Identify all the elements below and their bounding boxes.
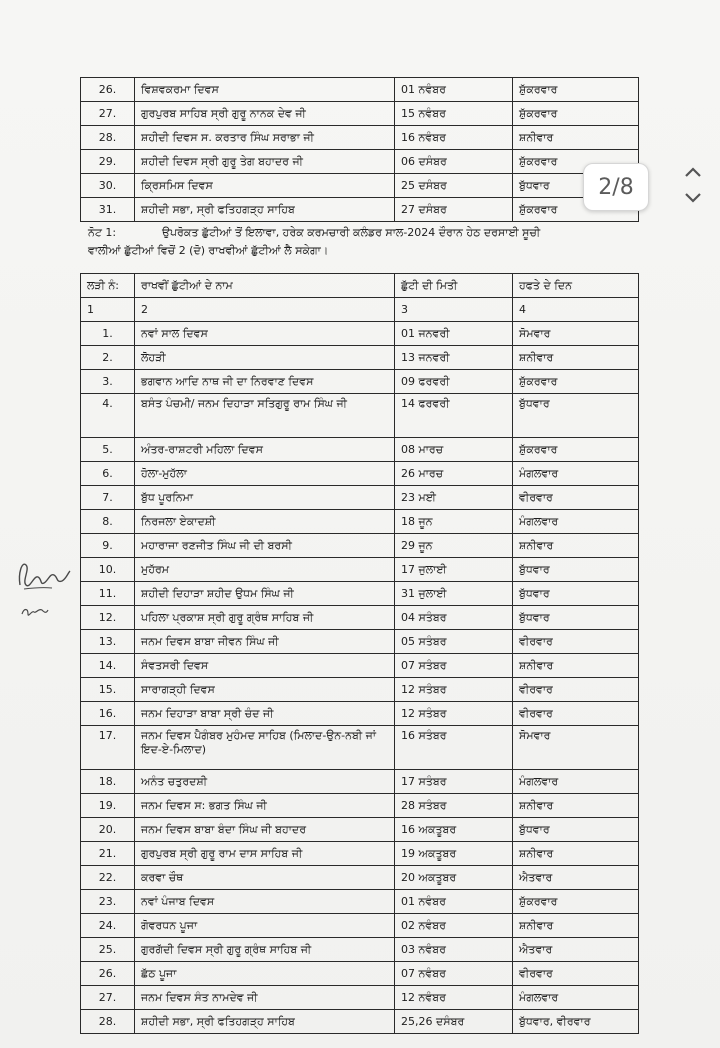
restricted-holiday-table xyxy=(80,273,639,1034)
holiday-date: 23 ਮਈ xyxy=(395,486,513,510)
weekday: ਬੁੱਧਵਾਰ xyxy=(513,174,639,198)
table-row xyxy=(81,486,639,510)
column-number-row xyxy=(81,298,639,322)
serial-number: 26. xyxy=(81,962,135,986)
table-row xyxy=(81,102,639,126)
table-row xyxy=(81,726,639,770)
table-row xyxy=(81,438,639,462)
handwritten-signature xyxy=(12,555,74,595)
holiday-name: ਜਨਮ ਦਿਵਸ ਸੰਤ ਨਾਮਦੇਵ ਜੀ xyxy=(135,986,395,1010)
serial-number: 22. xyxy=(81,866,135,890)
holiday-date: 25,26 ਦਸੰਬਰ xyxy=(395,1010,513,1034)
holiday-date: 01 ਨਵੰਬਰ xyxy=(395,78,513,102)
weekday: ਵੀਰਵਾਰ xyxy=(513,678,639,702)
holiday-name: ਕ੍ਰਿਸਮਿਸ ਦਿਵਸ xyxy=(135,174,395,198)
weekday: ਸ਼ੁੱਕਰਵਾਰ xyxy=(513,102,639,126)
serial-number: 7. xyxy=(81,486,135,510)
weekday: ਵੀਰਵਾਰ xyxy=(513,486,639,510)
serial-number: 25. xyxy=(81,938,135,962)
weekday: ਸੋਮਵਾਰ xyxy=(513,322,639,346)
holiday-name: ਜਨਮ ਦਿਵਸ ਬਾਬਾ ਬੰਦਾ ਸਿੰਘ ਜੀ ਬਹਾਦਰ xyxy=(135,818,395,842)
weekday: ਬੁੱਧਵਾਰ xyxy=(513,582,639,606)
holiday-name: ਸਾਰਾਗੜ੍ਹੀ ਦਿਵਸ xyxy=(135,678,395,702)
serial-number: 23. xyxy=(81,890,135,914)
table-row xyxy=(81,818,639,842)
weekday: ਸ਼ੁੱਕਰਵਾਰ xyxy=(513,78,639,102)
weekday: ਸ਼ੁੱਕਰਵਾਰ xyxy=(513,370,639,394)
table-row xyxy=(81,678,639,702)
table-row xyxy=(81,962,639,986)
serial-number: 14. xyxy=(81,654,135,678)
weekday: ਸ਼ਨੀਵਾਰ xyxy=(513,654,639,678)
holiday-name: ਸ਼ਹੀਦੀ ਦਿਵਸ ਸ. ਕਰਤਾਰ ਸਿੰਘ ਸਰਾਭਾ ਜੀ xyxy=(135,126,395,150)
serial-number: 4. xyxy=(81,394,135,438)
holiday-date: 17 ਜੁਲਾਈ xyxy=(395,558,513,582)
holiday-date: 15 ਨਵੰਬਰ xyxy=(395,102,513,126)
weekday: ਮੰਗਲਵਾਰ xyxy=(513,510,639,534)
holiday-date: 20 ਅਕਤੂਬਰ xyxy=(395,866,513,890)
page-indicator: 2/8 xyxy=(583,163,649,211)
holiday-name: ਬਸੰਤ ਪੰਚਮੀ/ ਜਨਮ ਦਿਹਾੜਾ ਸਤਿਗੁਰੂ ਰਾਮ ਸਿੰਘ ਜੀ xyxy=(135,394,395,438)
table-row xyxy=(81,558,639,582)
chevron-up-icon[interactable] xyxy=(683,166,703,178)
holiday-date: 01 ਨਵੰਬਰ xyxy=(395,890,513,914)
holiday-date: 12 ਨਵੰਬਰ xyxy=(395,986,513,1010)
holiday-date: 01 ਜਨਵਰੀ xyxy=(395,322,513,346)
holiday-date: 31 ਜੁਲਾਈ xyxy=(395,582,513,606)
holiday-name: ਲੋਹੜੀ xyxy=(135,346,395,370)
table-row xyxy=(81,1010,639,1034)
holiday-name: ਸ਼ਹੀਦੀ ਦਿਹਾੜਾ ਸ਼ਹੀਦ ਉਧਮ ਸਿੰਘ ਜੀ xyxy=(135,582,395,606)
serial-number: 13. xyxy=(81,630,135,654)
holiday-date: 12 ਸਤੰਬਰ xyxy=(395,702,513,726)
serial-number: 8. xyxy=(81,510,135,534)
col-number: 1 xyxy=(81,298,135,322)
serial-number: 6. xyxy=(81,462,135,486)
table-row xyxy=(81,986,639,1010)
holiday-name: ਜਨਮ ਦਿਹਾੜਾ ਬਾਬਾ ਸ੍ਰੀ ਚੰਦ ਜੀ xyxy=(135,702,395,726)
note-1 xyxy=(88,224,648,260)
serial-number: 27. xyxy=(81,102,135,126)
table-row xyxy=(81,370,639,394)
col-number: 3 xyxy=(395,298,513,322)
table-row xyxy=(81,702,639,726)
holiday-date: 03 ਨਵੰਬਰ xyxy=(395,938,513,962)
table-row xyxy=(81,890,639,914)
table-row xyxy=(81,174,639,198)
page-navigation xyxy=(673,160,713,210)
note-line-2: ਵਾਲੀਆਂ ਛੁੱਟੀਆਂ ਵਿਚੋਂ 2 (ਦੋ) ਰਾਖਵੀਆਂ ਛੁੱਟੀਆਂ ਲੈ ਸਕੇਗਾ। xyxy=(88,244,329,257)
holiday-name: ਸ਼ਹੀਦੀ ਸਭਾ, ਸ੍ਰੀ ਫਤਿਹਗੜ੍ਹ ਸਾਹਿਬ xyxy=(135,1010,395,1034)
serial-number: 31. xyxy=(81,198,135,222)
handwritten-initials xyxy=(20,602,50,622)
serial-number: 17. xyxy=(81,726,135,770)
weekday: ਸ਼ਨੀਵਾਰ xyxy=(513,346,639,370)
serial-number: 27. xyxy=(81,986,135,1010)
holiday-date: 17 ਸਤੰਬਰ xyxy=(395,770,513,794)
serial-number: 11. xyxy=(81,582,135,606)
note-label: ਨੋਟ 1: xyxy=(88,226,117,239)
weekday: ਸੋਮਵਾਰ xyxy=(513,726,639,770)
holiday-name: ਗੁਰਗੱਦੀ ਦਿਵਸ ਸ੍ਰੀ ਗੁਰੂ ਗ੍ਰੰਥ ਸਾਹਿਬ ਜੀ xyxy=(135,938,395,962)
weekday: ਸ਼ਨੀਵਾਰ xyxy=(513,794,639,818)
serial-number: 1. xyxy=(81,322,135,346)
serial-number: 12. xyxy=(81,606,135,630)
serial-number: 15. xyxy=(81,678,135,702)
holiday-table-continued xyxy=(80,77,639,222)
weekday: ਮੰਗਲਵਾਰ xyxy=(513,462,639,486)
weekday: ਬੁੱਧਵਾਰ xyxy=(513,606,639,630)
serial-number: 29. xyxy=(81,150,135,174)
serial-number: 20. xyxy=(81,818,135,842)
weekday: ਵੀਰਵਾਰ xyxy=(513,962,639,986)
holiday-name: ਨਵਾਂ ਪੰਜਾਬ ਦਿਵਸ xyxy=(135,890,395,914)
holiday-date: 13 ਜਨਵਰੀ xyxy=(395,346,513,370)
holiday-date: 28 ਸਤੰਬਰ xyxy=(395,794,513,818)
holiday-name: ਭਗਵਾਨ ਆਦਿ ਨਾਥ ਜੀ ਦਾ ਨਿਰਵਾਣ ਦਿਵਸ xyxy=(135,370,395,394)
holiday-name: ਪਹਿਲਾ ਪ੍ਰਕਾਸ਼ ਸ੍ਰੀ ਗੁਰੂ ਗ੍ਰੰਥ ਸਾਹਿਬ ਜੀ xyxy=(135,606,395,630)
holiday-date: 12 ਸਤੰਬਰ xyxy=(395,678,513,702)
weekday: ਐਤਵਾਰ xyxy=(513,866,639,890)
weekday: ਸ਼ਨੀਵਾਰ xyxy=(513,914,639,938)
holiday-name: ਬੁੱਧ ਪੂਰਨਿਮਾ xyxy=(135,486,395,510)
table-row xyxy=(81,842,639,866)
header-day: ਹਫਤੇ ਦੇ ਦਿਨ xyxy=(513,274,639,298)
holiday-date: 27 ਦਸੰਬਰ xyxy=(395,198,513,222)
weekday: ਸ਼ੁੱਕਰਵਾਰ xyxy=(513,150,639,174)
holiday-date: 14 ਫਰਵਰੀ xyxy=(395,394,513,438)
table-row xyxy=(81,654,639,678)
table-row xyxy=(81,866,639,890)
holiday-date: 07 ਸਤੰਬਰ xyxy=(395,654,513,678)
serial-number: 30. xyxy=(81,174,135,198)
holiday-name: ਨਵਾਂ ਸਾਲ ਦਿਵਸ xyxy=(135,322,395,346)
weekday: ਬੁੱਧਵਾਰ xyxy=(513,394,639,438)
header-sno: ਲੜੀ ਨੰ: xyxy=(81,274,135,298)
weekday: ਬੁੱਧਵਾਰ xyxy=(513,818,639,842)
table-row xyxy=(81,606,639,630)
holiday-date: 29 ਜੂਨ xyxy=(395,534,513,558)
chevron-down-icon[interactable] xyxy=(683,192,703,204)
holiday-date: 02 ਨਵੰਬਰ xyxy=(395,914,513,938)
table-row xyxy=(81,630,639,654)
holiday-date: 05 ਸਤੰਬਰ xyxy=(395,630,513,654)
holiday-date: 19 ਅਕਤੂਬਰ xyxy=(395,842,513,866)
holiday-date: 04 ਸਤੰਬਰ xyxy=(395,606,513,630)
weekday: ਵੀਰਵਾਰ xyxy=(513,702,639,726)
note-line-1: ਉਪਰੋਕਤ ਛੁੱਟੀਆਂ ਤੋਂ ਇਲਾਵਾ, ਹਰੇਕ ਕਰਮਚਾਰੀ ਕਲੰਡਰ ਸਾਲ-2024 ਦੌਰਾਨ ਹੇਠ ਦਰਸਾਈ ਸੂਚੀ xyxy=(162,226,541,239)
table-row xyxy=(81,914,639,938)
holiday-date: 16 ਸਤੰਬਰ xyxy=(395,726,513,770)
header-date: ਛੁੱਟੀ ਦੀ ਮਿਤੀ xyxy=(395,274,513,298)
weekday: ਬੁੱਧਵਾਰ, ਵੀਰਵਾਰ xyxy=(513,1010,639,1034)
table-row xyxy=(81,534,639,558)
weekday: ਸ਼ਨੀਵਾਰ xyxy=(513,842,639,866)
col-number: 2 xyxy=(135,298,395,322)
weekday: ਮੰਗਲਵਾਰ xyxy=(513,770,639,794)
table-row xyxy=(81,346,639,370)
serial-number: 21. xyxy=(81,842,135,866)
holiday-date: 16 ਨਵੰਬਰ xyxy=(395,126,513,150)
serial-number: 24. xyxy=(81,914,135,938)
table-row xyxy=(81,394,639,438)
holiday-name: ਹੋਲਾ-ਮੁਹੱਲਾ xyxy=(135,462,395,486)
serial-number: 26. xyxy=(81,78,135,102)
weekday: ਸ਼ੁੱਕਰਵਾਰ xyxy=(513,890,639,914)
holiday-date: 16 ਅਕਤੂਬਰ xyxy=(395,818,513,842)
holiday-date: 09 ਫਰਵਰੀ xyxy=(395,370,513,394)
holiday-date: 06 ਦਸੰਬਰ xyxy=(395,150,513,174)
table-row xyxy=(81,938,639,962)
holiday-name: ਛੱਠ ਪੂਜਾ xyxy=(135,962,395,986)
serial-number: 2. xyxy=(81,346,135,370)
holiday-date: 07 ਨਵੰਬਰ xyxy=(395,962,513,986)
holiday-name: ਸੰਵਤਸਰੀ ਦਿਵਸ xyxy=(135,654,395,678)
holiday-date: 18 ਜੂਨ xyxy=(395,510,513,534)
holiday-name: ਮਹਾਰਾਜਾ ਰਣਜੀਤ ਸਿੰਘ ਜੀ ਦੀ ਬਰਸੀ xyxy=(135,534,395,558)
table-row xyxy=(81,510,639,534)
holiday-name: ਕਰਵਾ ਚੌਥ xyxy=(135,866,395,890)
col-number: 4 xyxy=(513,298,639,322)
table-row xyxy=(81,150,639,174)
table-row xyxy=(81,794,639,818)
holiday-date: 26 ਮਾਰਚ xyxy=(395,462,513,486)
serial-number: 16. xyxy=(81,702,135,726)
header-name: ਰਾਖਵੀਂ ਛੁੱਟੀਆਂ ਦੇ ਨਾਮ xyxy=(135,274,395,298)
serial-number: 10. xyxy=(81,558,135,582)
holiday-date: 08 ਮਾਰਚ xyxy=(395,438,513,462)
holiday-name: ਜਨਮ ਦਿਵਸ ਪੈਗੰਬਰ ਮੁਹੰਮਦ ਸਾਹਿਬ (ਮਿਲਾਦ-ਉਨ-ਨਬੀ ਜਾਂ ਇਦ-ਏ-ਮਿਲਾਦ) xyxy=(135,726,395,770)
table-row xyxy=(81,462,639,486)
holiday-name: ਜਨਮ ਦਿਵਸ ਸ: ਭਗਤ ਸਿੰਘ ਜੀ xyxy=(135,794,395,818)
weekday: ਸ਼ਨੀਵਾਰ xyxy=(513,534,639,558)
holiday-name: ਨਿਰਜਲਾ ਏਕਾਦਸ਼ੀ xyxy=(135,510,395,534)
table-row xyxy=(81,582,639,606)
holiday-date: 25 ਦਸੰਬਰ xyxy=(395,174,513,198)
weekday: ਸ਼ੁੱਕਰਵਾਰ xyxy=(513,198,639,222)
holiday-name: ਸ਼ਹੀਦੀ ਸਭਾ, ਸ੍ਰੀ ਫਤਿਹਗੜ੍ਹ ਸਾਹਿਬ xyxy=(135,198,395,222)
holiday-name: ਗੋਵਰਧਨ ਪੂਜਾ xyxy=(135,914,395,938)
serial-number: 9. xyxy=(81,534,135,558)
serial-number: 28. xyxy=(81,1010,135,1034)
weekday: ਐਤਵਾਰ xyxy=(513,938,639,962)
weekday: ਮੰਗਲਵਾਰ xyxy=(513,986,639,1010)
serial-number: 5. xyxy=(81,438,135,462)
serial-number: 18. xyxy=(81,770,135,794)
weekday: ਸ਼ੁੱਕਰਵਾਰ xyxy=(513,438,639,462)
holiday-name: ਗੁਰਪੁਰਬ ਸਾਹਿਬ ਸ੍ਰੀ ਗੁਰੂ ਨਾਨਕ ਦੇਵ ਜੀ xyxy=(135,102,395,126)
header-row xyxy=(81,274,639,298)
table-row xyxy=(81,322,639,346)
serial-number: 3. xyxy=(81,370,135,394)
table-row xyxy=(81,126,639,150)
serial-number: 19. xyxy=(81,794,135,818)
holiday-name: ਅੰਤਰ-ਰਾਸ਼ਟਰੀ ਮਹਿਲਾ ਦਿਵਸ xyxy=(135,438,395,462)
table-row xyxy=(81,770,639,794)
holiday-name: ਸ਼ਹੀਦੀ ਦਿਵਸ ਸ੍ਰੀ ਗੁਰੂ ਤੇਗ ਬਹਾਦਰ ਜੀ xyxy=(135,150,395,174)
holiday-name: ਅਨੰਤ ਚਤੁਰਦਸ਼ੀ xyxy=(135,770,395,794)
table-row xyxy=(81,78,639,102)
holiday-name: ਗੁਰਪੁਰਬ ਸ੍ਰੀ ਗੁਰੂ ਰਾਮ ਦਾਸ ਸਾਹਿਬ ਜੀ xyxy=(135,842,395,866)
holiday-name: ਜਨਮ ਦਿਵਸ ਬਾਬਾ ਜੀਵਨ ਸਿੰਘ ਜੀ xyxy=(135,630,395,654)
weekday: ਸ਼ਨੀਵਾਰ xyxy=(513,126,639,150)
holiday-name: ਵਿਸ਼ਵਕਰਮਾ ਦਿਵਸ xyxy=(135,78,395,102)
table-row xyxy=(81,198,639,222)
weekday: ਵੀਰਵਾਰ xyxy=(513,630,639,654)
weekday: ਬੁੱਧਵਾਰ xyxy=(513,558,639,582)
holiday-name: ਮੁਹੱਰਮ xyxy=(135,558,395,582)
serial-number: 28. xyxy=(81,126,135,150)
